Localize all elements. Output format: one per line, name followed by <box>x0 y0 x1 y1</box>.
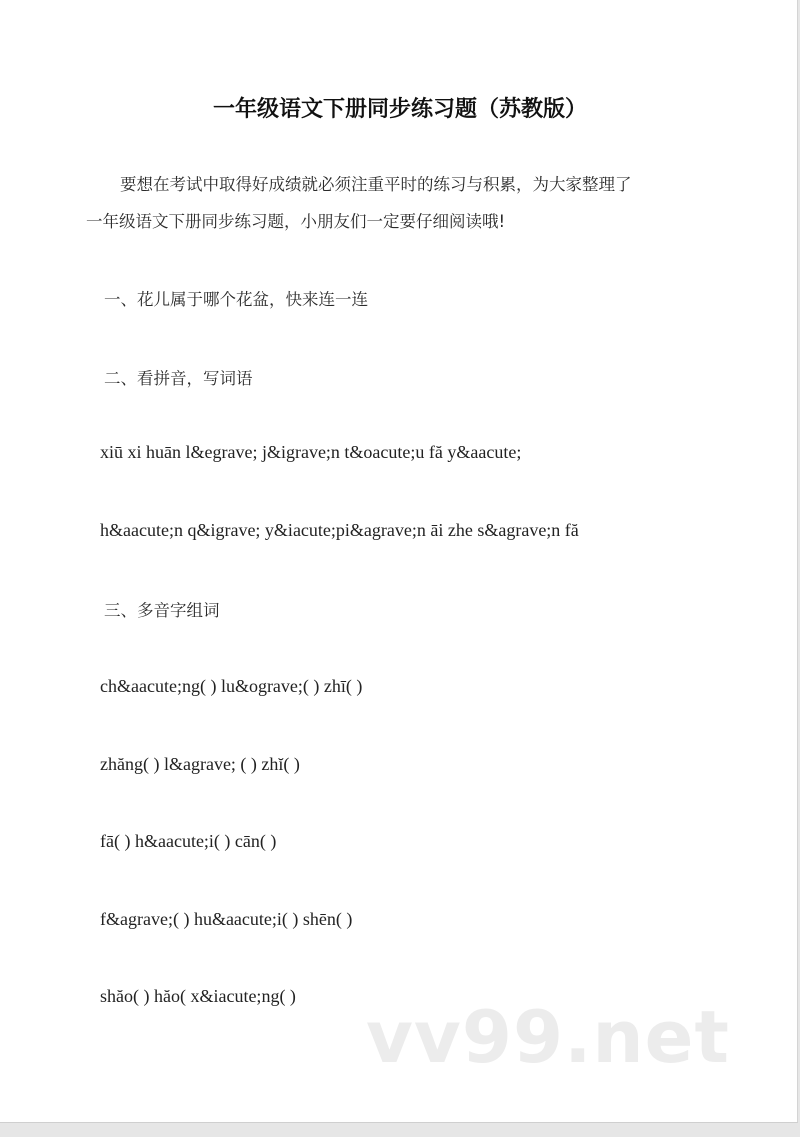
section-heading-1: 一、花儿属于哪个花盆，快来连一连 <box>104 290 368 309</box>
polyphone-line-1: ch&aacute;ng( ) lu&ograve;( ) zhī( ) <box>100 676 363 696</box>
pinyin-line-1: xiū xi huān l&egrave; j&igrave;n t&oacute;u fă y&aacute; <box>100 442 522 462</box>
intro-line-1: 要想在考试中取得好成绩就必须注重平时的练习与积累，为大家整理了 <box>120 175 632 194</box>
document-title: 一年级语文下册同步练习题（苏教版） <box>212 97 587 122</box>
polyphone-line-2: zhăng( ) l&agrave; ( ) zhĭ( ) <box>100 754 300 774</box>
section-heading-3: 三、多音字组词 <box>104 601 220 620</box>
polyphone-line-5: shăo( ) hăo( x&iacute;ng( ) <box>100 986 296 1006</box>
section-heading-2: 二、看拼音，写词语 <box>104 369 253 388</box>
intro-line-2: 一年级语文下册同步练习题，小朋友们一定要仔细阅读哦! <box>86 212 506 231</box>
polyphone-line-3: fā( ) h&aacute;i( ) cān( ) <box>100 831 277 851</box>
pinyin-line-2: h&aacute;n q&igrave; y&iacute;pi&agrave;n āi zhe s&agrave;n fă <box>100 520 579 540</box>
watermark: vv99.net <box>366 995 730 1079</box>
polyphone-line-4: f&agrave;( ) hu&aacute;i( ) shēn( ) <box>100 909 353 929</box>
